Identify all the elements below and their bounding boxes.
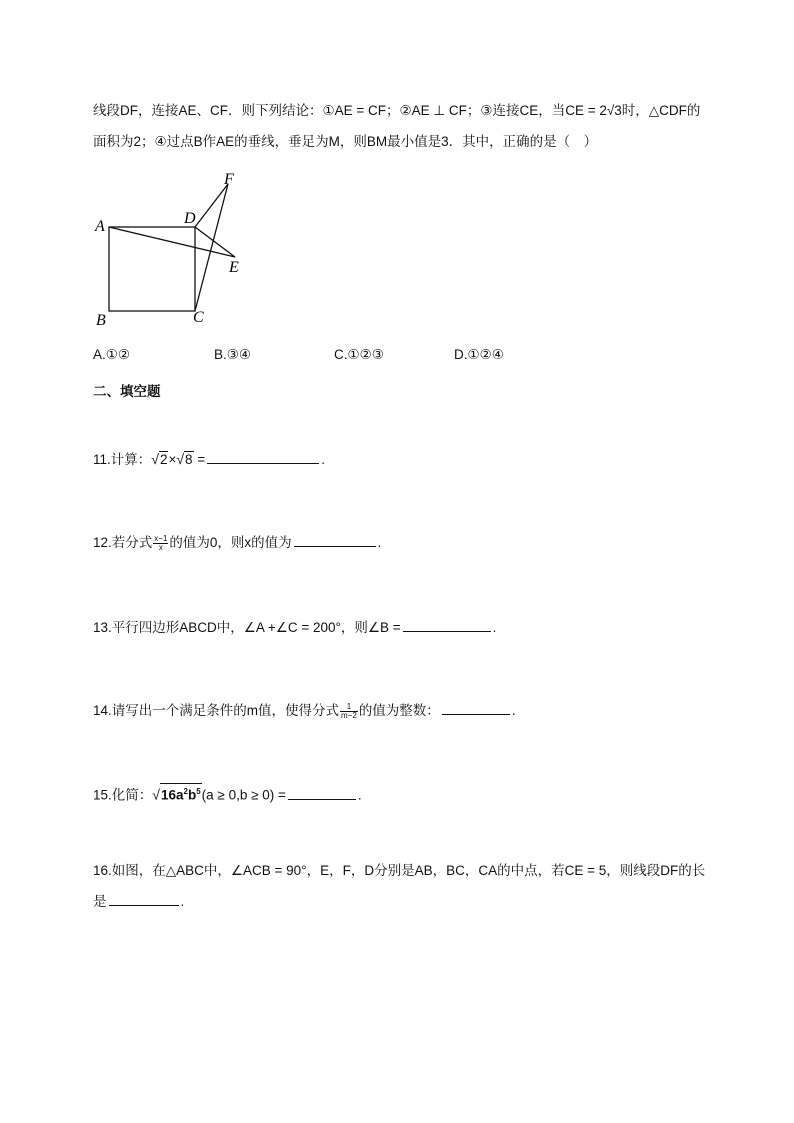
sqrt-icon: √ <box>151 451 159 467</box>
q11 <box>93 449 325 470</box>
q11-times: × <box>168 452 177 467</box>
q11-radicand-2: 8 <box>185 452 193 467</box>
q14-end: . <box>511 703 516 718</box>
q12-denominator: x <box>158 542 163 552</box>
q10-line1: 线段DF，连接AE、CF．则下列结论：①AE = CF；②AE ⊥ CF；③连接CE，当CE = 2√3时，△CDF的 <box>93 103 701 118</box>
q12-numerator: x−1 <box>154 533 168 543</box>
q11-answer-blank[interactable] <box>207 449 319 464</box>
q15-radicand-base: 16a <box>160 787 184 803</box>
q14-middle: 的值为整数： <box>358 703 440 718</box>
q15-exponent-a: 2 <box>183 787 188 796</box>
q15-condition: (a ≥ 0,b ≥ 0) = <box>201 787 286 803</box>
q15-radicand <box>160 783 202 803</box>
q16-line2 <box>93 891 184 912</box>
label-c: C <box>193 309 204 326</box>
q15 <box>93 783 362 806</box>
q16-line2-prefix: 是 <box>93 894 107 909</box>
q13-answer-blank[interactable] <box>403 617 491 632</box>
sqrt-icon: √ <box>152 786 160 803</box>
q12-fraction <box>153 535 168 552</box>
q11-prefix: 11.计算： <box>93 452 152 467</box>
q16-end: . <box>180 894 185 909</box>
q10-line2: 面积为2；④过点B作AE的垂线，垂足为M，则BM最小值是3．其中，正确的是（ ） <box>93 134 598 149</box>
q14-numerator: 1 <box>340 703 358 712</box>
q11-end: . <box>321 452 325 467</box>
q15-end: . <box>357 787 362 803</box>
label-b: B <box>96 312 106 329</box>
option-b[interactable]: B.③④ <box>214 347 251 362</box>
q15-answer-blank[interactable] <box>288 785 356 800</box>
q13 <box>93 617 496 638</box>
q13-text: 13.平行四边形ABCD中，∠A +∠C = 200°，则∠B = <box>93 620 401 635</box>
q15-prefix: 15.化简： <box>93 787 153 803</box>
label-f: F <box>224 171 234 188</box>
q12-prefix: 12.若分式 <box>93 535 153 550</box>
q15-radicand-b: b <box>187 787 197 803</box>
q12 <box>93 532 381 553</box>
option-d[interactable]: D.①②④ <box>454 347 504 362</box>
q12-middle: 的值为0，则x的值为 <box>169 535 292 550</box>
q16-line1: 16.如图，在△ABC中，∠ACB = 90°，E，F，D分别是AB，BC，CA的中点，若CE = 5，则线段DF的长 <box>93 863 706 878</box>
q15-exponent-b: 5 <box>196 787 201 796</box>
q14-fraction <box>340 703 358 720</box>
sqrt-icon: √ <box>176 451 185 467</box>
q11-radicand-1: 2 <box>159 452 168 467</box>
q12-end: . <box>377 535 382 550</box>
label-d: D <box>184 210 196 227</box>
q16-answer-blank[interactable] <box>109 891 179 906</box>
option-c[interactable]: C.①②③ <box>334 347 384 362</box>
q11-equals: = <box>197 452 206 467</box>
label-e: E <box>229 259 239 276</box>
square-abcd <box>109 227 195 311</box>
label-a: A <box>95 218 105 235</box>
q14-answer-blank[interactable] <box>442 700 510 715</box>
section-title: 二、填空题 <box>93 384 161 399</box>
q12-answer-blank[interactable] <box>294 532 376 547</box>
q14 <box>93 700 516 721</box>
q14-denominator: m−2 <box>341 710 357 720</box>
q14-prefix: 14.请写出一个满足条件的m值，使得分式 <box>93 703 340 718</box>
q13-end: . <box>492 620 497 635</box>
option-a[interactable]: A.①② <box>93 347 130 362</box>
